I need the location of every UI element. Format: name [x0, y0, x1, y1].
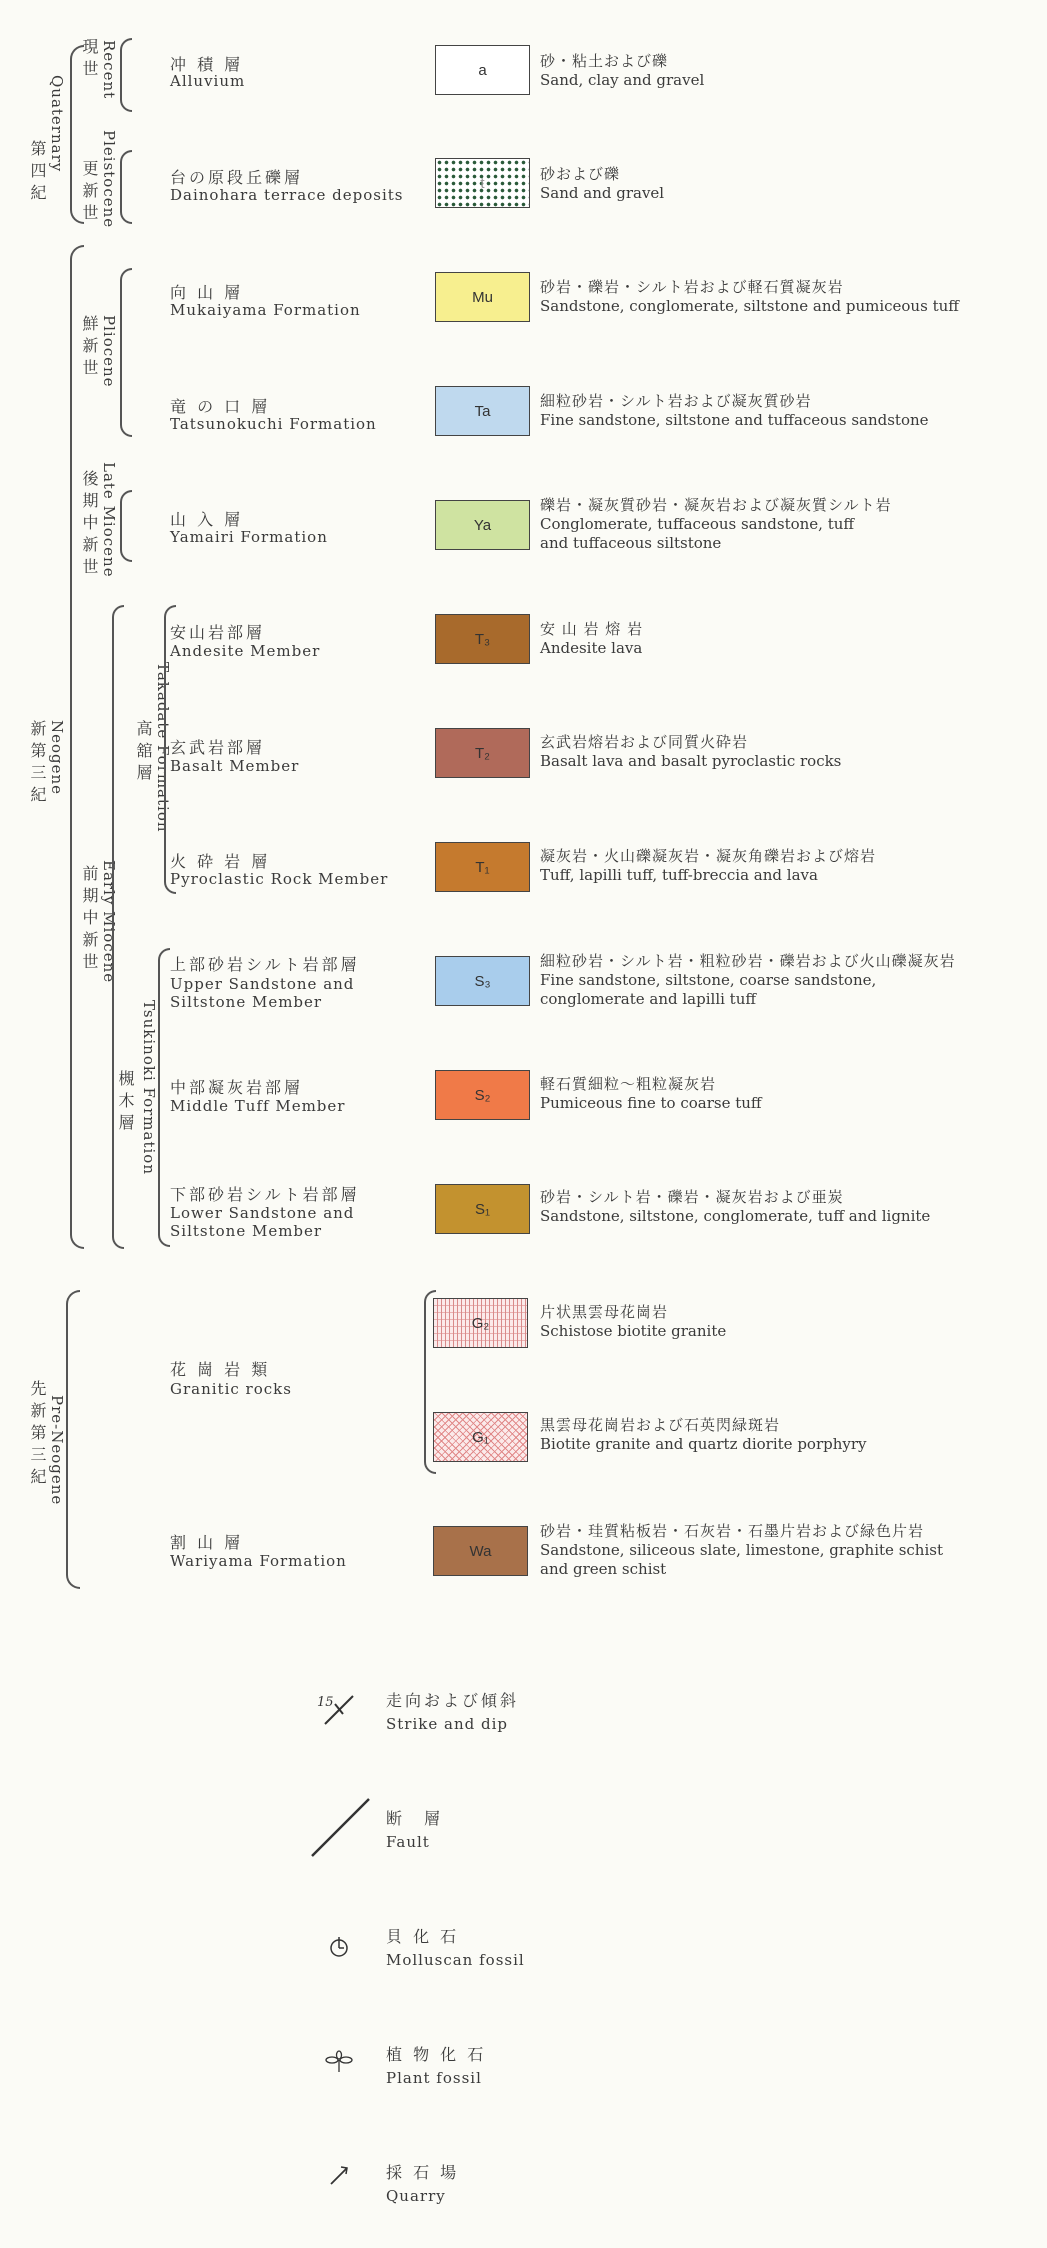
unit-description	[540, 496, 892, 553]
epoch-pliocene-jp: 鮮新世	[80, 315, 99, 381]
unit-description	[540, 165, 664, 203]
period-neogene-jp: 新第三紀	[28, 720, 47, 808]
unit-description	[540, 1188, 930, 1226]
legend-box-terrace	[435, 158, 530, 208]
brace-recent	[120, 38, 132, 112]
unit-name-jp: 下部砂岩シルト岩部層	[170, 1185, 360, 1204]
period-pre-neogene-en: Pre-Neogene	[48, 1395, 66, 1506]
unit-name-en: Andesite Member	[170, 642, 321, 660]
description-jp: 片状黒雲母花崗岩	[540, 1303, 669, 1321]
symbol-label	[386, 1688, 519, 1733]
symbol-label-jp: 採 石 場	[386, 2163, 460, 2182]
epoch-recent-jp: 現世	[80, 38, 99, 82]
unit-description	[540, 733, 841, 771]
symbol-label-jp: 貝 化 石	[386, 1927, 460, 1946]
legend-box-lower-sandstone	[435, 1184, 530, 1234]
symbol-label-en: Plant fossil	[386, 2069, 482, 2087]
unit-name-en: Lower Sandstone and	[170, 1204, 355, 1222]
unit-name-en: Wariyama Formation	[170, 1552, 347, 1570]
symbol-label	[386, 1806, 443, 1851]
legend-box-tatsunokuchi	[435, 386, 530, 436]
period-quaternary-en: Quaternary	[48, 75, 66, 173]
box-code: Ta	[474, 402, 491, 420]
quarry-icon	[328, 2163, 352, 2187]
legend-box-basalt	[435, 728, 530, 778]
description-jp: 砂・粘土および礫	[540, 52, 669, 70]
box-code: t	[480, 174, 485, 192]
symbol-label-jp: 走向および傾斜	[386, 1691, 520, 1710]
epoch-recent-en: Recent	[100, 40, 118, 100]
formation-tsukinoki-en: Tsukinoki Formation	[140, 1000, 158, 1175]
period-quaternary-jp: 第四紀	[28, 140, 47, 206]
box-code: T₂	[475, 744, 490, 762]
unit-name-en: Tatsunokuchi Formation	[170, 415, 377, 433]
description-en: and green schist	[540, 1560, 667, 1578]
plant-fossil-icon	[324, 2050, 354, 2074]
formation-takadate-en: Takadate Formation	[154, 662, 172, 833]
unit-description	[540, 1303, 726, 1341]
unit-name-jp: 火 砕 岩 層	[170, 852, 271, 871]
brace-pre-neogene	[66, 1290, 80, 1589]
legend-box-biotite-granite	[433, 1412, 528, 1462]
unit-name-jp: 竜 の 口 層	[170, 397, 271, 416]
brace-neogene	[70, 245, 84, 1249]
description-en: Sand, clay and gravel	[540, 71, 705, 89]
box-code: G₂	[471, 1314, 490, 1332]
granitic-rocks-en: Granitic rocks	[170, 1380, 292, 1398]
strike-dip-icon	[315, 1688, 375, 1728]
unit-name-jp: 中部凝灰岩部層	[170, 1078, 304, 1097]
box-code: S₂	[474, 1086, 491, 1104]
formation-tsukinoki-jp: 槻木層	[116, 1070, 135, 1136]
legend-box-alluvium	[435, 45, 530, 95]
legend-box-middle-tuff	[435, 1070, 530, 1120]
description-jp: 砂岩・礫岩・シルト岩および軽石質凝灰岩	[540, 278, 844, 296]
unit-description	[540, 1075, 762, 1113]
unit-description	[540, 620, 643, 658]
description-en: Tuff, lapilli tuff, tuff-breccia and lava	[540, 866, 818, 884]
epoch-pleistocene-en: Pleistocene	[100, 130, 118, 229]
box-code: Mu	[472, 288, 493, 306]
description-en: Fine sandstone, siltstone and tuffaceous sandstone	[540, 411, 929, 429]
symbol-label-en: Strike and dip	[386, 1715, 508, 1733]
description-en: Sandstone, siltstone, conglomerate, tuff and lignite	[540, 1207, 931, 1225]
epoch-late-miocene-jp: 後期中新世	[80, 470, 99, 580]
description-en: Conglomerate, tuffaceous sandstone, tuff	[540, 515, 855, 533]
box-code: G₁	[472, 1428, 489, 1446]
description-en: Fine sandstone, siltstone, coarse sandstone,	[540, 971, 877, 989]
unit-description	[540, 1522, 943, 1579]
legend-box-pyroclastic	[435, 842, 530, 892]
symbol-label-en: Fault	[386, 1833, 430, 1851]
unit-name-jp: 上部砂岩シルト岩部層	[170, 955, 360, 974]
unit-name-jp: 安山岩部層	[170, 623, 266, 642]
unit-name-en: Siltstone Member	[170, 1222, 323, 1240]
unit-name-jp: 向 山 層	[170, 283, 244, 302]
symbol-label-en: Molluscan fossil	[386, 1951, 525, 1969]
description-en: Pumiceous fine to coarse tuff	[540, 1094, 762, 1112]
epoch-early-miocene-en: Early Miocene	[100, 860, 118, 984]
unit-name-jp: 割 山 層	[170, 1533, 244, 1552]
unit-description	[540, 278, 959, 316]
period-neogene-en: Neogene	[48, 720, 66, 796]
unit-name-en: Pyroclastic Rock Member	[170, 870, 389, 888]
box-code: S₁	[474, 1200, 491, 1218]
box-code: Wa	[469, 1542, 492, 1560]
description-en: Sand and gravel	[540, 184, 665, 202]
unit-name-en: Yamairi Formation	[170, 528, 328, 546]
description-jp: 黒雲母花崗岩および石英閃緑斑岩	[540, 1416, 781, 1434]
description-en: Andesite lava	[540, 639, 643, 657]
unit-name-en: Middle Tuff Member	[170, 1097, 346, 1115]
epoch-early-miocene-jp: 前期中新世	[80, 865, 99, 975]
unit-description	[540, 52, 704, 90]
description-jp: 細粒砂岩・シルト岩および凝灰質砂岩	[540, 392, 812, 410]
epoch-late-miocene-en: Late Miocene	[100, 462, 118, 578]
molluscan-fossil-icon	[327, 1935, 351, 1959]
unit-description	[540, 847, 876, 885]
description-jp: 礫岩・凝灰質砂岩・凝灰岩および凝灰質シルト岩	[540, 496, 892, 514]
description-jp: 安 山 岩 熔 岩	[540, 620, 644, 638]
unit-name-jp: 玄武岩部層	[170, 738, 266, 757]
unit-name-en: Alluvium	[170, 72, 246, 90]
symbol-label	[386, 2042, 486, 2087]
epoch-pliocene-en: Pliocene	[100, 315, 118, 388]
description-jp: 軽石質細粒〜粗粒凝灰岩	[540, 1075, 717, 1093]
box-code: Ya	[473, 516, 492, 534]
box-code: T₁	[475, 858, 490, 876]
unit-name-en: Mukaiyama Formation	[170, 301, 361, 319]
symbol-label-jp: 植 物 化 石	[386, 2045, 487, 2064]
unit-name-jp: 山 入 層	[170, 510, 244, 529]
unit-name-jp: 台の原段丘礫層	[170, 168, 304, 187]
period-pre-neogene-jp: 先新第三紀	[28, 1380, 47, 1490]
description-en: Sandstone, conglomerate, siltstone and pumiceous tuff	[540, 297, 959, 315]
description-en: Basalt lava and basalt pyroclastic rocks	[540, 752, 842, 770]
legend-box-wariyama	[433, 1526, 528, 1576]
description-jp: 細粒砂岩・シルト岩・粗粒砂岩・礫岩および火山礫凝灰岩	[540, 952, 956, 970]
description-jp: 砂岩・珪質粘板岩・石灰岩・石墨片岩および緑色片岩	[540, 1522, 925, 1540]
box-code: T₃	[474, 630, 491, 648]
brace-late-miocene	[120, 490, 132, 562]
strike-dip-number: 15	[317, 1695, 334, 1710]
box-code: a	[478, 61, 487, 79]
description-en: Sandstone, siliceous slate, limestone, graphite schist	[540, 1541, 943, 1559]
description-en: Biotite granite and quartz diorite porphyry	[540, 1435, 867, 1453]
description-jp: 砂および礫	[540, 165, 621, 183]
epoch-pleistocene-jp: 更新世	[80, 160, 99, 226]
brace-pleistocene	[120, 150, 132, 224]
symbol-label-jp: 断 層	[386, 1809, 444, 1828]
box-code: S₃	[474, 972, 491, 990]
brace-pliocene	[120, 268, 132, 437]
legend-box-yamairi	[435, 500, 530, 550]
legend-box-andesite	[435, 614, 530, 664]
unit-description	[540, 392, 929, 430]
symbol-label	[386, 2160, 459, 2205]
unit-description	[540, 1416, 867, 1454]
unit-name-en: Basalt Member	[170, 757, 300, 775]
symbol-label	[386, 1924, 525, 1969]
symbol-label-en: Quarry	[386, 2187, 446, 2205]
description-jp: 砂岩・シルト岩・礫岩・凝灰岩および亜炭	[540, 1188, 844, 1206]
description-jp: 玄武岩熔岩および同質火砕岩	[540, 733, 749, 751]
description-en: and tuffaceous siltstone	[540, 534, 722, 552]
unit-name-jp: 冲 積 層	[170, 55, 244, 74]
description-en: conglomerate and lapilli tuff	[540, 990, 757, 1008]
unit-description	[540, 952, 956, 1009]
legend-box-schistose-granite	[433, 1298, 528, 1348]
legend-box-upper-sandstone	[435, 956, 530, 1006]
unit-name-en: Siltstone Member	[170, 993, 323, 1011]
unit-name-en: Upper Sandstone and	[170, 975, 355, 993]
unit-name-en: Dainohara terrace deposits	[170, 186, 404, 204]
formation-takadate-jp: 高舘層	[134, 720, 153, 786]
description-jp: 凝灰岩・火山礫凝灰岩・凝灰角礫岩および熔岩	[540, 847, 877, 865]
brace-tsukinoki	[158, 948, 170, 1247]
legend-box-mukaiyama	[435, 272, 530, 322]
description-en: Schistose biotite granite	[540, 1322, 727, 1340]
granitic-rocks-jp: 花 崗 岩 類	[170, 1360, 271, 1379]
fault-icon	[308, 1795, 373, 1860]
brace-early-miocene	[112, 605, 124, 1249]
